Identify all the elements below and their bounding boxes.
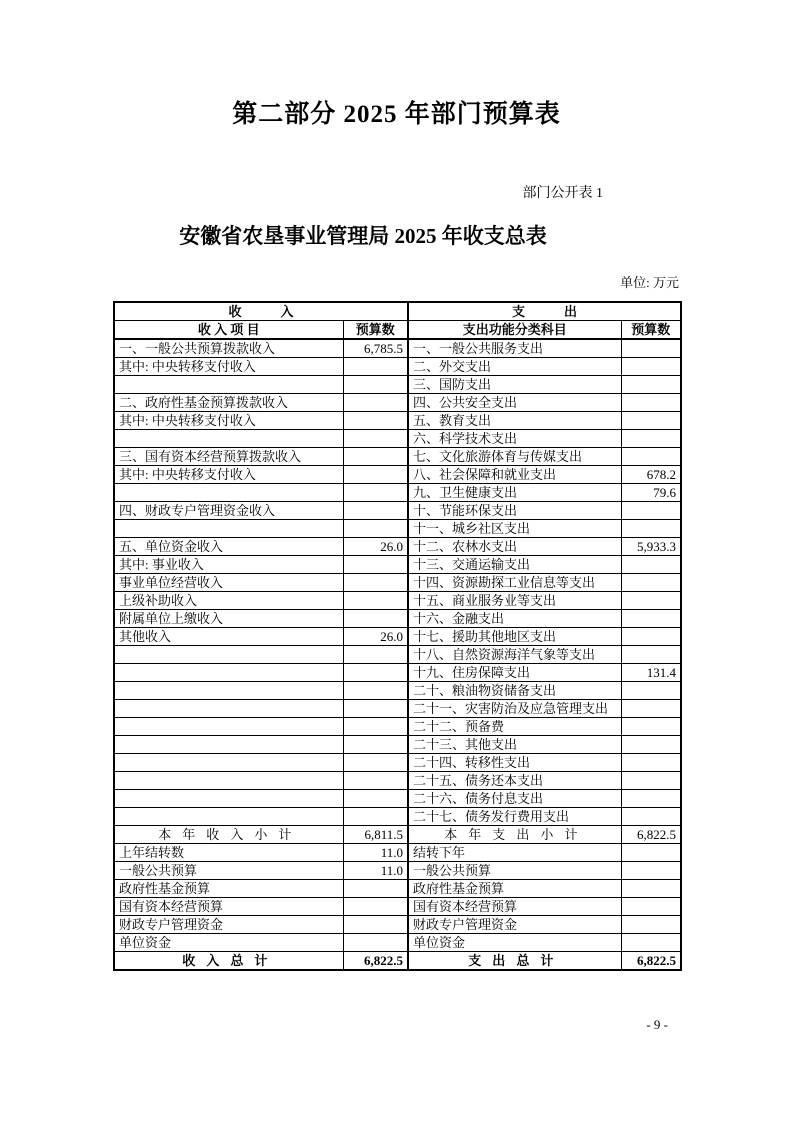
income-budget-cell (343, 664, 408, 682)
expense-budget-cell (621, 772, 681, 790)
expense-item-cell: 七、文化旅游体育与传媒支出 (408, 448, 621, 466)
expense-item-cell: 结转下年 (408, 844, 621, 862)
income-budget-cell (343, 556, 408, 574)
income-budget-cell: 6,822.5 (343, 952, 408, 971)
expense-item-cell: 八、社会保障和就业支出 (408, 466, 621, 484)
income-budget-cell (343, 718, 408, 736)
table-row (114, 484, 681, 502)
expense-item-cell: 二十六、债务付息支出 (408, 790, 621, 808)
income-item-cell: 收 入 总 计 (114, 952, 343, 971)
income-item-cell: 其中: 中央转移支付收入 (114, 358, 343, 376)
expense-item-cell: 支 出 总 计 (408, 952, 621, 971)
section-header-row (114, 302, 681, 321)
expense-budget-cell (621, 394, 681, 412)
table-row (114, 808, 681, 826)
expense-item-cell: 一般公共预算 (408, 862, 621, 880)
expense-budget-cell (621, 592, 681, 610)
table-row (114, 358, 681, 376)
expense-item-cell: 二十一、灾害防治及应急管理支出 (408, 700, 621, 718)
income-item-cell: 五、单位资金收入 (114, 538, 343, 556)
expense-item-cell: 三、国防支出 (408, 376, 621, 394)
income-budget-cell (343, 610, 408, 628)
expense-budget-cell: 131.4 (621, 664, 681, 682)
table-row (114, 646, 681, 664)
expense-budget-cell (621, 610, 681, 628)
table-row (114, 556, 681, 574)
expense-budget-cell: 6,822.5 (621, 952, 681, 971)
expense-item-cell: 十二、农林水支出 (408, 538, 621, 556)
table-row (114, 592, 681, 610)
expense-budget-cell (621, 646, 681, 664)
income-item-cell (114, 718, 343, 736)
income-item-cell: 四、财政专户管理资金收入 (114, 502, 343, 520)
expense-budget-cell (621, 628, 681, 646)
expense-budget-cell (621, 844, 681, 862)
expenditure-section-header: 支出 (408, 302, 681, 321)
income-budget-cell (343, 358, 408, 376)
table-row (114, 862, 681, 880)
expense-item-cell: 十四、资源勘探工业信息等支出 (408, 574, 621, 592)
table-row (114, 826, 681, 844)
expense-item-cell: 十八、自然资源海洋气象等支出 (408, 646, 621, 664)
income-item-cell (114, 790, 343, 808)
income-item-cell: 附属单位上缴收入 (114, 610, 343, 628)
expense-budget-cell (621, 502, 681, 520)
expense-budget-cell (621, 754, 681, 772)
income-budget-cell (343, 916, 408, 934)
income-item-cell: 财政专户管理资金 (114, 916, 343, 934)
expense-item-cell: 十六、金融支出 (408, 610, 621, 628)
expense-item-cell: 一、一般公共服务支出 (408, 339, 621, 358)
income-budget-cell (343, 484, 408, 502)
expense-item-cell: 四、公共安全支出 (408, 394, 621, 412)
expense-item-cell: 二十、粮油物资储备支出 (408, 682, 621, 700)
income-item-cell: 国有资本经营预算 (114, 898, 343, 916)
expense-budget-cell (621, 358, 681, 376)
expense-item-cell: 十、节能环保支出 (408, 502, 621, 520)
income-budget-cell: 11.0 (343, 844, 408, 862)
table-row (114, 898, 681, 916)
income-item-cell (114, 520, 343, 538)
income-budget-cell (343, 808, 408, 826)
income-budget-cell: 11.0 (343, 862, 408, 880)
income-budget-cell (343, 898, 408, 916)
income-item-cell (114, 646, 343, 664)
income-item-cell: 事业单位经营收入 (114, 574, 343, 592)
part-title: 第二部分 2025 年部门预算表 (232, 101, 561, 128)
table-row (114, 376, 681, 394)
table-row (114, 916, 681, 934)
table-row (114, 520, 681, 538)
income-item-cell (114, 808, 343, 826)
budget-summary-table (113, 301, 682, 971)
expense-budget-cell (621, 718, 681, 736)
expense-budget-cell: 678.2 (621, 466, 681, 484)
table-row (114, 339, 681, 358)
income-item-cell: 上年结转数 (114, 844, 343, 862)
expense-budget-cell (621, 430, 681, 448)
table-row (114, 772, 681, 790)
table-row (114, 736, 681, 754)
expense-item-cell: 十三、交通运输支出 (408, 556, 621, 574)
expense-budget-cell: 79.6 (621, 484, 681, 502)
expense-item-cell: 五、教育支出 (408, 412, 621, 430)
income-budget-cell (343, 466, 408, 484)
expense-item-cell: 二十四、转移性支出 (408, 754, 621, 772)
income-budget-cell (343, 520, 408, 538)
table-row (114, 844, 681, 862)
expense-budget-cell (621, 808, 681, 826)
expense-budget-cell (621, 682, 681, 700)
expense-budget-cell (621, 934, 681, 952)
table-row (114, 502, 681, 520)
income-budget-cell (343, 574, 408, 592)
expense-budget-cell (621, 898, 681, 916)
income-item-cell: 政府性基金预算 (114, 880, 343, 898)
income-budget-cell (343, 646, 408, 664)
expense-item-cell: 政府性基金预算 (408, 880, 621, 898)
table-row (114, 700, 681, 718)
table-row (114, 466, 681, 484)
income-item-cell (114, 754, 343, 772)
table-row (114, 934, 681, 952)
expense-item-cell: 十七、援助其他地区支出 (408, 628, 621, 646)
income-item-cell (114, 736, 343, 754)
income-budget-cell (343, 772, 408, 790)
expense-item-cell: 二十五、债务还本支出 (408, 772, 621, 790)
income-item-cell: 其中: 中央转移支付收入 (114, 466, 343, 484)
income-budget-cell (343, 430, 408, 448)
income-budget-cell (343, 394, 408, 412)
income-item-cell (114, 772, 343, 790)
table-row (114, 610, 681, 628)
income-budget-cell (343, 448, 408, 466)
table-label: 部门公开表 1 (522, 186, 603, 201)
income-item-cell (114, 700, 343, 718)
income-item-cell: 一、一般公共预算拨款收入 (114, 339, 343, 358)
expense-budget-cell (621, 916, 681, 934)
expense-item-cell: 单位资金 (408, 934, 621, 952)
income-budget-cell (343, 754, 408, 772)
income-item-cell (114, 484, 343, 502)
table-row (114, 718, 681, 736)
income-item-cell: 本 年 收 入 小 计 (114, 826, 343, 844)
income-item-cell: 一般公共预算 (114, 862, 343, 880)
income-budget-cell: 26.0 (343, 628, 408, 646)
expense-item-cell: 二十三、其他支出 (408, 736, 621, 754)
expense-item-cell: 二十七、债务发行费用支出 (408, 808, 621, 826)
table-row (114, 394, 681, 412)
expense-budget-cell (621, 448, 681, 466)
income-section-header: 收入 (114, 302, 408, 321)
expense-budget-cell (621, 736, 681, 754)
expense-budget-cell (621, 880, 681, 898)
table-body (114, 339, 681, 970)
income-budget-cell (343, 412, 408, 430)
table-row (114, 880, 681, 898)
column-header-row (114, 321, 681, 340)
expense-budget-cell (621, 700, 681, 718)
expense-budget-cell (621, 376, 681, 394)
table-row (114, 574, 681, 592)
expenditure-item-column-header: 支出功能分类科目 (408, 321, 621, 340)
table-row (114, 790, 681, 808)
table-row (114, 628, 681, 646)
expense-item-cell: 六、科学技术支出 (408, 430, 621, 448)
income-budget-cell (343, 934, 408, 952)
income-budget-cell (343, 592, 408, 610)
income-item-cell: 单位资金 (114, 934, 343, 952)
table-row (114, 952, 681, 971)
income-budget-cell: 6,811.5 (343, 826, 408, 844)
expense-budget-cell (621, 574, 681, 592)
income-item-cell (114, 682, 343, 700)
income-item-cell: 其他收入 (114, 628, 343, 646)
unit-note: 单位: 万元 (620, 275, 679, 290)
expense-item-cell: 本 年 支 出 小 计 (408, 826, 621, 844)
expense-item-cell: 二十二、预备费 (408, 718, 621, 736)
expense-item-cell: 十五、商业服务业等支出 (408, 592, 621, 610)
expense-item-cell: 国有资本经营预算 (408, 898, 621, 916)
expense-budget-cell (621, 862, 681, 880)
income-budget-cell (343, 736, 408, 754)
income-item-cell (114, 664, 343, 682)
income-budget-cell (343, 700, 408, 718)
page-number: - 9 - (646, 1017, 668, 1032)
income-budget-column-header: 预算数 (343, 321, 408, 340)
expense-item-cell: 九、卫生健康支出 (408, 484, 621, 502)
income-item-cell: 上级补助收入 (114, 592, 343, 610)
table-row (114, 538, 681, 556)
table-row (114, 412, 681, 430)
table-row (114, 664, 681, 682)
income-budget-cell (343, 790, 408, 808)
expense-budget-cell (621, 520, 681, 538)
expense-budget-cell: 5,933.3 (621, 538, 681, 556)
income-item-cell: 其中: 中央转移支付收入 (114, 412, 343, 430)
income-item-cell (114, 376, 343, 394)
table-title: 安徽省农垦事业管理局 2025 年收支总表 (179, 224, 547, 248)
expense-budget-cell (621, 412, 681, 430)
expense-budget-cell (621, 339, 681, 358)
table-row (114, 754, 681, 772)
expense-budget-cell: 6,822.5 (621, 826, 681, 844)
table-row (114, 682, 681, 700)
expense-budget-cell (621, 556, 681, 574)
income-budget-cell (343, 376, 408, 394)
income-budget-cell: 26.0 (343, 538, 408, 556)
expenditure-budget-column-header: 预算数 (621, 321, 681, 340)
income-item-cell: 其中: 事业收入 (114, 556, 343, 574)
expense-item-cell: 十一、城乡社区支出 (408, 520, 621, 538)
table-row (114, 430, 681, 448)
table-row (114, 448, 681, 466)
income-budget-cell: 6,785.5 (343, 339, 408, 358)
income-budget-cell (343, 682, 408, 700)
income-item-cell (114, 430, 343, 448)
income-budget-cell (343, 880, 408, 898)
expense-item-cell: 十九、住房保障支出 (408, 664, 621, 682)
expense-item-cell: 财政专户管理资金 (408, 916, 621, 934)
income-budget-cell (343, 502, 408, 520)
expense-budget-cell (621, 790, 681, 808)
expense-item-cell: 二、外交支出 (408, 358, 621, 376)
income-item-cell: 二、政府性基金预算拨款收入 (114, 394, 343, 412)
income-item-cell: 三、国有资本经营预算拨款收入 (114, 448, 343, 466)
income-item-column-header: 收 入 项 目 (114, 321, 343, 340)
